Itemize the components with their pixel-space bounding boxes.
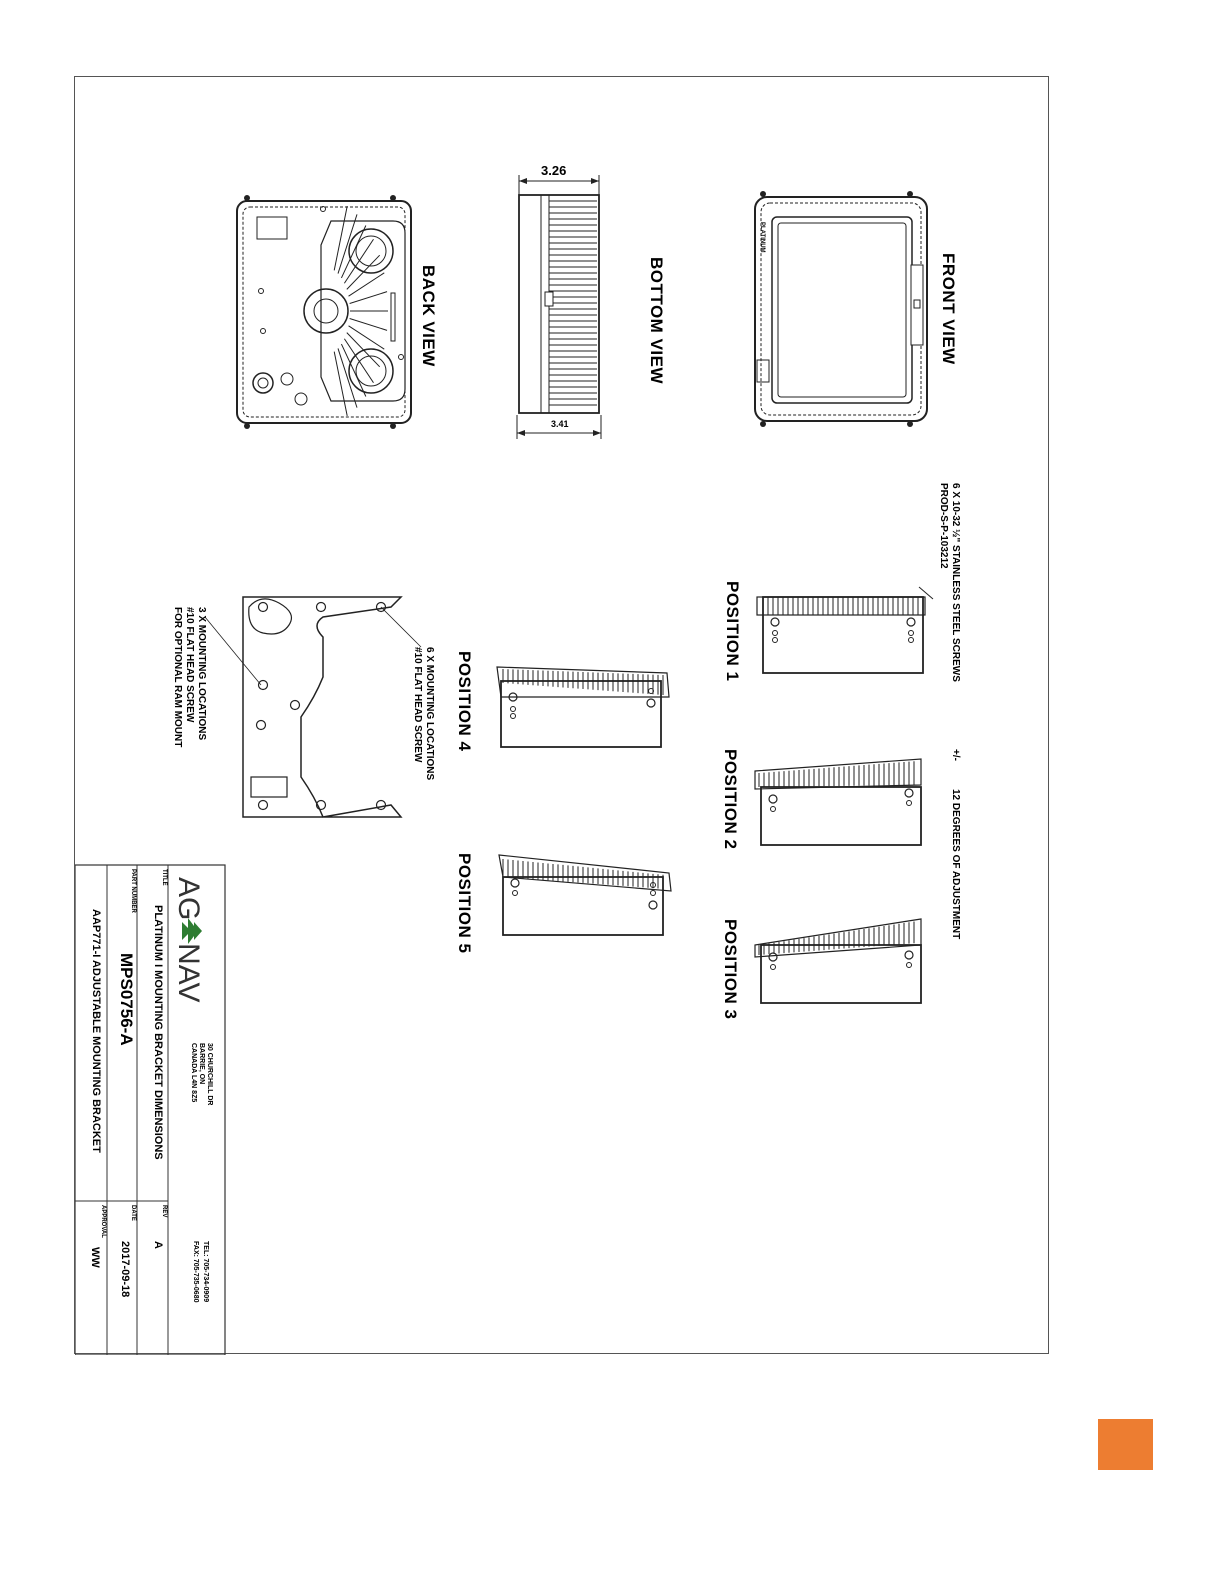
logo-nav: NAV [172,943,205,1003]
screw-hole [291,701,300,710]
date-value: 2017-09-18 [119,1241,131,1298]
position-5-view [455,853,671,953]
dimension-3-26: 3.26 [541,163,567,178]
position-5-label: POSITION 5 [455,853,474,954]
screw-hole [257,721,266,730]
drawing-title: PLATINUM I MOUNTING BRACKET DIMENSIONS [152,905,164,1160]
mount3-note-line2: #10 FLAT HEAD SCREW [184,607,195,723]
position-2-view [721,749,921,849]
description: AAP771-I ADJUSTABLE MOUNTING BRACKET [90,909,102,1153]
address-line1: 30 CHURCHILL DR [206,1043,213,1106]
part-number-label: PART NUMBER [130,869,136,913]
page-corner-tab [1098,1419,1153,1470]
screws-note-line2: PROD-S-P-103212 [938,483,949,569]
position-4-view [455,651,669,751]
bottom-view [517,163,666,439]
approval-label: APPROVAL [100,1205,106,1238]
position-4-label: POSITION 4 [455,651,474,752]
mount3-note-line1: 3 X MOUNTING LOCATIONS [196,607,207,741]
position-1-view [723,581,933,681]
screw-hole [259,681,268,690]
bracket-plate [205,597,421,817]
date-label: DATE [130,1205,136,1221]
rev-value: A [152,1241,164,1249]
title-label: TITLE [161,869,167,886]
position-1-label: POSITION 1 [723,581,742,682]
dimension-3-41: 3.41 [551,419,569,429]
technical-drawing [75,77,1050,1355]
back-view [237,195,438,429]
address-line3: CANADA L4N 8Z5 [190,1043,197,1103]
logo-ag: AG [172,877,205,921]
rev-label: REV [161,1205,167,1218]
adjust-pm: +/- [950,749,961,761]
mount6-note-line2: #10 FLAT HEAD SCREW [412,647,423,763]
title-block [75,865,225,1355]
tel-number: TEL: 705-734-0909 [202,1241,209,1303]
screw-hole [377,801,386,810]
fax-number: FAX: 705-735-0680 [192,1241,199,1303]
logo-tree-icon [182,918,202,944]
part-number: MPS0756-A [117,953,136,1046]
front-logo-text: PLATINUM [759,222,765,253]
mount6-note-line1: 6 X MOUNTING LOCATIONS [424,647,435,781]
front-view [755,191,958,427]
screw-hole [317,603,326,612]
screw-hole [259,603,268,612]
front-view-label: FRONT VIEW [939,253,958,365]
mount3-note-line3: FOR OPTIONAL RAM MOUNT [172,607,183,748]
position-3-label: POSITION 3 [721,919,740,1020]
position-2-label: POSITION 2 [721,749,740,850]
drawing-sheet [74,76,1049,1354]
heat-sink-fins [549,201,597,405]
screw-hole [259,801,268,810]
screws-note-line1: 6 X 10-32 ½" STAINLESS STEEL SCREWS [950,483,961,682]
back-ribs [334,206,388,416]
position-3-view [721,919,921,1019]
back-view-label: BACK VIEW [419,265,438,367]
bottom-view-label: BOTTOM VIEW [647,257,666,385]
adjust-note: 12 DEGREES OF ADJUSTMENT [950,789,961,940]
approval-value: WW [89,1247,101,1268]
address-line2: BARRIE, ON [198,1043,205,1085]
